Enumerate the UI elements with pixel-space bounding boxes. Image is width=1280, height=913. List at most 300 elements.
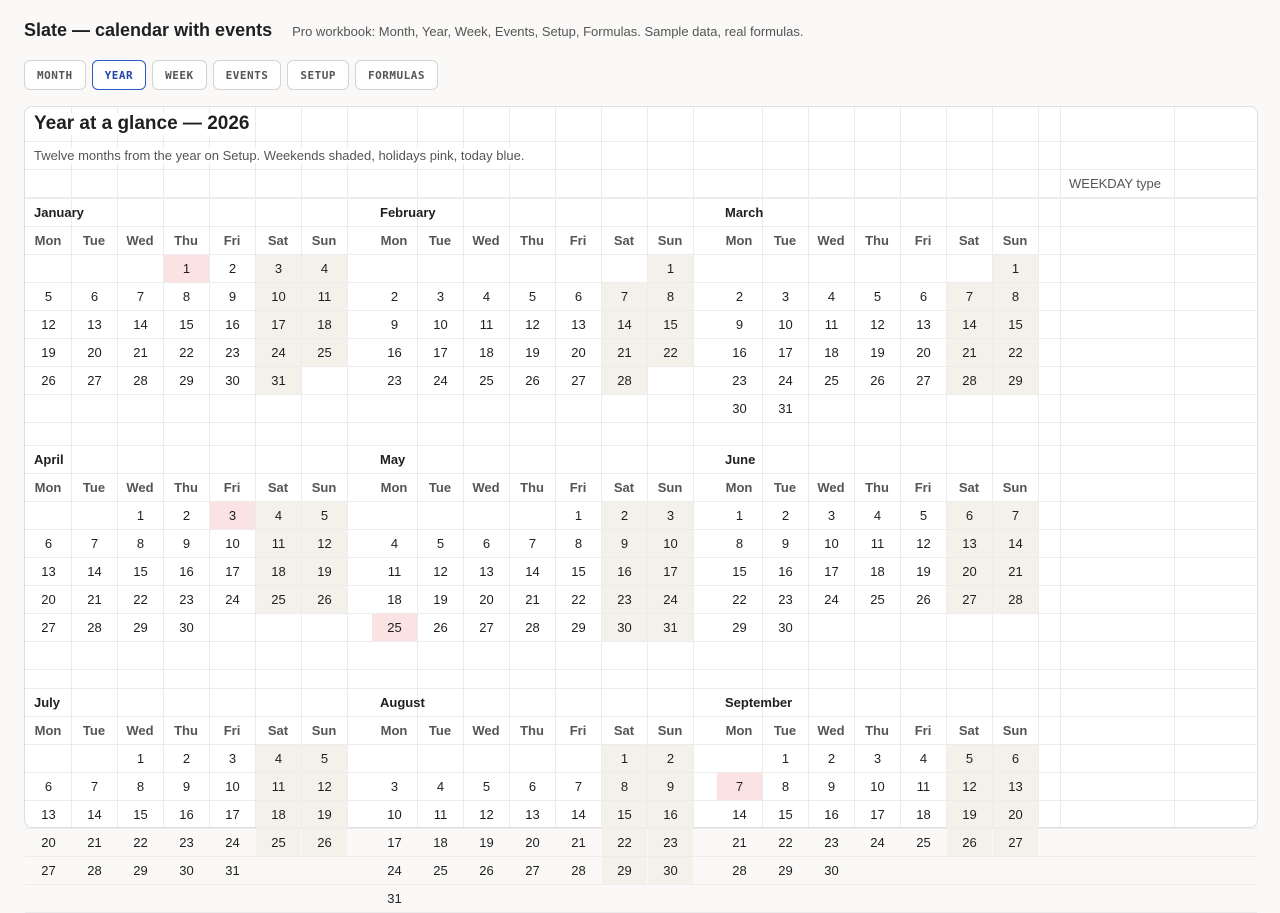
day-cell[interactable]: 16 [179, 564, 194, 579]
day-cell[interactable]: 26 [302, 829, 347, 856]
day-cell[interactable]: 24 [870, 835, 885, 850]
day-cell[interactable]: 21 [732, 835, 747, 850]
day-cell[interactable]: 11 [870, 536, 885, 551]
day-cell[interactable]: 13 [479, 564, 494, 579]
day-cell[interactable]: 25 [479, 373, 494, 388]
day-cell[interactable]: 13 [571, 317, 586, 332]
day-cell[interactable]: 23 [648, 829, 693, 856]
day-cell[interactable]: 17 [824, 564, 839, 579]
day-cell[interactable]: 27 [947, 586, 992, 613]
day-cell[interactable]: 16 [778, 564, 793, 579]
day-cell[interactable]: 11 [824, 317, 839, 332]
day-cell[interactable]: 27 [87, 373, 102, 388]
day-cell[interactable]: 9 [827, 779, 836, 794]
day-cell[interactable]: 6 [947, 502, 992, 529]
weekday-header: Thu [520, 722, 544, 738]
day-cell[interactable]: 12 [41, 317, 56, 332]
day-cell[interactable]: 25 [824, 373, 839, 388]
day-cell[interactable]: 31 [387, 891, 402, 906]
day-cell[interactable]: 31 [256, 367, 301, 394]
day-cell[interactable]: 8 [781, 779, 790, 794]
day-cell[interactable]: 21 [525, 592, 540, 607]
day-cell[interactable]: 14 [602, 311, 647, 338]
day-cell[interactable]: 27 [571, 373, 586, 388]
day-cell[interactable]: 25 [256, 829, 301, 856]
day-cell[interactable]: 2 [182, 508, 191, 523]
day-cell[interactable]: 15 [732, 564, 747, 579]
day-cell[interactable]: 3 [873, 751, 882, 766]
day-cell[interactable]: 4 [302, 255, 347, 282]
day-cell[interactable]: 24 [225, 835, 240, 850]
day-cell[interactable]: 5 [302, 502, 347, 529]
day-cell[interactable]: 8 [136, 536, 145, 551]
day-cell[interactable]: 4 [256, 502, 301, 529]
day-cell[interactable]: 30 [225, 373, 240, 388]
day-cell[interactable]: 16 [179, 807, 194, 822]
day-cell[interactable]: 8 [993, 283, 1038, 310]
day-cell[interactable]: 14 [87, 564, 102, 579]
day-cell[interactable]: 26 [433, 620, 448, 635]
day-cell[interactable]: 12 [302, 773, 347, 800]
day-cell[interactable]: 18 [870, 564, 885, 579]
day-cell[interactable]: 8 [602, 773, 647, 800]
day-cell[interactable]: 27 [479, 620, 494, 635]
day-cell[interactable]: 12 [302, 530, 347, 557]
day-cell[interactable]: 17 [225, 564, 240, 579]
day-cell[interactable]: 13 [916, 317, 931, 332]
grid-column-line [1060, 107, 1061, 827]
day-cell[interactable]: 24 [433, 373, 448, 388]
day-cell[interactable]: 14 [133, 317, 148, 332]
tab-setup[interactable]: SETUP [287, 60, 349, 90]
day-cell[interactable]: 12 [433, 564, 448, 579]
day-cell[interactable]: 24 [225, 592, 240, 607]
day-cell[interactable]: 7 [528, 536, 537, 551]
day-cell[interactable]: 5 [482, 779, 491, 794]
day-cell[interactable]: 10 [648, 530, 693, 557]
grid-column-line [347, 107, 348, 827]
day-cell[interactable]: 25 [433, 863, 448, 878]
day-cell[interactable]: 10 [824, 536, 839, 551]
day-cell[interactable]: 12 [479, 807, 494, 822]
day-cell[interactable]: 15 [602, 801, 647, 828]
day-cell[interactable]: 9 [228, 289, 237, 304]
day-cell[interactable]: 14 [993, 530, 1038, 557]
day-cell[interactable]: 8 [648, 283, 693, 310]
day-cell[interactable]: 14 [571, 807, 586, 822]
day-cell[interactable]: 27 [41, 620, 56, 635]
day-cell[interactable]: 21 [133, 345, 148, 360]
day-cell[interactable]: 26 [479, 863, 494, 878]
day-cell[interactable]: 23 [179, 835, 194, 850]
day-cell[interactable]: 10 [225, 536, 240, 551]
day-cell[interactable]: 28 [947, 367, 992, 394]
day-cell[interactable]: 30 [824, 863, 839, 878]
day-cell[interactable]: 22 [179, 345, 194, 360]
day-cell[interactable]: 19 [525, 345, 540, 360]
day-cell[interactable]: 12 [916, 536, 931, 551]
day-cell[interactable]: 8 [136, 779, 145, 794]
grid-row-line [25, 641, 1257, 642]
day-cell[interactable]: 17 [778, 345, 793, 360]
day-cell[interactable]: 10 [778, 317, 793, 332]
day-cell[interactable]: 1 [602, 745, 647, 772]
day-cell[interactable]: 5 [528, 289, 537, 304]
day-cell[interactable]: 29 [602, 857, 647, 884]
day-cell[interactable]: 5 [873, 289, 882, 304]
day-cell[interactable]: 3 [827, 508, 836, 523]
weekday-header: Fri [914, 722, 932, 738]
day-cell[interactable]: 10 [870, 779, 885, 794]
day-cell[interactable]: 19 [870, 345, 885, 360]
day-cell[interactable]: 4 [919, 751, 928, 766]
day-cell[interactable]: 29 [179, 373, 194, 388]
day-cell[interactable]: 15 [133, 807, 148, 822]
day-cell[interactable]: 22 [648, 339, 693, 366]
day-cell[interactable]: 16 [387, 345, 402, 360]
day-cell[interactable]: 1 [993, 255, 1038, 282]
day-cell[interactable]: 16 [602, 558, 647, 585]
day-cell[interactable]: 30 [179, 620, 194, 635]
day-cell[interactable]: 21 [993, 558, 1038, 585]
day-cell[interactable]: 25 [372, 614, 417, 641]
day-cell[interactable]: 29 [732, 620, 747, 635]
day-cell[interactable]: 15 [133, 564, 148, 579]
day-cell[interactable]: 6 [482, 536, 491, 551]
day-cell[interactable]: 7 [90, 536, 99, 551]
day-cell[interactable]: 27 [525, 863, 540, 878]
day-cell[interactable]: 4 [390, 536, 399, 551]
day-cell[interactable]: 2 [228, 261, 237, 276]
day-cell[interactable]: 5 [947, 745, 992, 772]
day-cell[interactable]: 17 [256, 311, 301, 338]
day-cell[interactable]: 7 [602, 283, 647, 310]
day-cell[interactable]: 21 [602, 339, 647, 366]
day-cell[interactable]: 7 [947, 283, 992, 310]
day-cell[interactable]: 11 [302, 283, 347, 310]
day-cell[interactable]: 13 [525, 807, 540, 822]
day-cell[interactable]: 20 [571, 345, 586, 360]
day-cell[interactable]: 4 [873, 508, 882, 523]
day-cell[interactable]: 2 [781, 508, 790, 523]
day-cell[interactable]: 11 [433, 807, 448, 822]
day-cell[interactable]: 7 [993, 502, 1038, 529]
day-cell[interactable]: 11 [916, 779, 931, 794]
day-cell[interactable]: 11 [256, 530, 301, 557]
day-cell[interactable]: 12 [947, 773, 992, 800]
day-cell[interactable]: 12 [525, 317, 540, 332]
day-cell[interactable]: 31 [648, 614, 693, 641]
day-cell[interactable]: 3 [228, 751, 237, 766]
day-cell[interactable]: 11 [387, 564, 402, 579]
day-cell[interactable]: 16 [824, 807, 839, 822]
day-cell[interactable]: 31 [225, 863, 240, 878]
day-cell[interactable]: 26 [302, 586, 347, 613]
month-name: July [34, 695, 61, 710]
day-cell[interactable]: 17 [387, 835, 402, 850]
day-cell[interactable]: 2 [182, 751, 191, 766]
weekday-header: Tue [428, 232, 452, 248]
day-cell[interactable]: 19 [433, 592, 448, 607]
day-cell[interactable]: 26 [525, 373, 540, 388]
day-cell[interactable]: 3 [256, 255, 301, 282]
day-cell[interactable]: 9 [735, 317, 744, 332]
grid-column-line [693, 107, 694, 827]
month-name: March [725, 205, 764, 220]
day-cell[interactable]: 18 [256, 558, 301, 585]
day-cell[interactable]: 28 [133, 373, 148, 388]
weekday-header: Fri [223, 232, 241, 248]
day-cell[interactable]: 14 [525, 564, 540, 579]
weekday-header: Mon [380, 479, 408, 495]
day-cell[interactable]: 14 [947, 311, 992, 338]
day-cell[interactable]: 8 [735, 536, 744, 551]
day-cell[interactable]: 1 [136, 508, 145, 523]
day-cell[interactable]: 30 [778, 620, 793, 635]
day-cell[interactable]: 16 [732, 345, 747, 360]
day-cell[interactable]: 6 [574, 289, 583, 304]
day-cell[interactable]: 13 [947, 530, 992, 557]
day-cell[interactable]: 2 [827, 751, 836, 766]
day-cell[interactable]: 9 [182, 779, 191, 794]
day-cell[interactable]: 8 [574, 536, 583, 551]
day-cell[interactable]: 19 [302, 558, 347, 585]
day-cell[interactable]: 28 [87, 620, 102, 635]
day-cell[interactable]: 2 [390, 289, 399, 304]
day-cell[interactable]: 17 [433, 345, 448, 360]
day-cell[interactable]: 8 [182, 289, 191, 304]
day-cell[interactable]: 22 [571, 592, 586, 607]
day-cell[interactable]: 16 [225, 317, 240, 332]
day-cell[interactable]: 29 [778, 863, 793, 878]
day-cell[interactable]: 24 [778, 373, 793, 388]
sheet-tabs [24, 60, 438, 90]
day-cell[interactable]: 28 [87, 863, 102, 878]
day-cell[interactable]: 7 [574, 779, 583, 794]
day-cell[interactable]: 18 [256, 801, 301, 828]
day-cell[interactable]: 25 [302, 339, 347, 366]
day-cell[interactable]: 4 [482, 289, 491, 304]
day-cell[interactable]: 22 [133, 592, 148, 607]
day-cell[interactable]: 14 [87, 807, 102, 822]
day-cell[interactable]: 22 [993, 339, 1038, 366]
day-cell[interactable]: 10 [225, 779, 240, 794]
day-cell[interactable]: 6 [528, 779, 537, 794]
day-cell[interactable]: 9 [648, 773, 693, 800]
day-cell[interactable]: 23 [732, 373, 747, 388]
day-cell[interactable]: 10 [256, 283, 301, 310]
day-cell[interactable]: 17 [870, 807, 885, 822]
day-cell[interactable]: 23 [225, 345, 240, 360]
day-cell[interactable]: 29 [133, 620, 148, 635]
day-cell[interactable]: 22 [602, 829, 647, 856]
day-cell[interactable]: 28 [525, 620, 540, 635]
day-cell[interactable]: 6 [44, 536, 53, 551]
day-cell[interactable]: 20 [993, 801, 1038, 828]
day-cell[interactable]: 30 [648, 857, 693, 884]
day-cell[interactable]: 19 [916, 564, 931, 579]
day-cell[interactable]: 21 [571, 835, 586, 850]
day-cell[interactable]: 18 [824, 345, 839, 360]
day-cell[interactable]: 18 [479, 345, 494, 360]
day-cell[interactable]: 2 [735, 289, 744, 304]
day-cell[interactable]: 22 [732, 592, 747, 607]
day-cell[interactable]: 3 [436, 289, 445, 304]
day-cell[interactable]: 26 [41, 373, 56, 388]
day-cell[interactable]: 1 [136, 751, 145, 766]
day-cell[interactable]: 14 [732, 807, 747, 822]
day-cell[interactable]: 28 [993, 586, 1038, 613]
day-cell[interactable]: 5 [302, 745, 347, 772]
day-cell[interactable]: 20 [41, 592, 56, 607]
day-cell[interactable]: 28 [732, 863, 747, 878]
day-cell[interactable]: 9 [182, 536, 191, 551]
day-cell[interactable]: 17 [648, 558, 693, 585]
tab-week[interactable]: WEEK [152, 60, 207, 90]
day-cell[interactable]: 26 [870, 373, 885, 388]
day-cell[interactable]: 4 [827, 289, 836, 304]
day-cell[interactable]: 20 [87, 345, 102, 360]
day-cell[interactable]: 9 [390, 317, 399, 332]
day-cell[interactable]: 23 [179, 592, 194, 607]
day-cell[interactable]: 26 [947, 829, 992, 856]
day-cell[interactable]: 6 [993, 745, 1038, 772]
day-cell[interactable]: 20 [525, 835, 540, 850]
day-cell[interactable]: 20 [947, 558, 992, 585]
day-cell[interactable]: 15 [571, 564, 586, 579]
day-cell[interactable]: 11 [479, 317, 494, 332]
weekday-header: Fri [569, 479, 587, 495]
weekday-header: Tue [773, 722, 797, 738]
day-cell[interactable]: 18 [387, 592, 402, 607]
day-cell[interactable]: 7 [717, 773, 762, 800]
day-cell[interactable]: 23 [602, 586, 647, 613]
day-cell[interactable]: 18 [302, 311, 347, 338]
day-cell[interactable]: 24 [648, 586, 693, 613]
day-cell[interactable]: 21 [947, 339, 992, 366]
day-cell[interactable]: 26 [916, 592, 931, 607]
app-header [24, 20, 803, 41]
day-cell[interactable]: 7 [90, 779, 99, 794]
day-cell[interactable]: 9 [602, 530, 647, 557]
day-cell[interactable]: 29 [993, 367, 1038, 394]
day-cell[interactable]: 2 [602, 502, 647, 529]
day-cell[interactable]: 23 [387, 373, 402, 388]
day-cell[interactable]: 6 [919, 289, 928, 304]
day-cell[interactable]: 18 [433, 835, 448, 850]
day-cell[interactable]: 17 [225, 807, 240, 822]
day-cell[interactable]: 13 [41, 564, 56, 579]
day-cell[interactable]: 15 [778, 807, 793, 822]
grid-row-line [25, 884, 1257, 885]
day-cell[interactable]: 24 [387, 863, 402, 878]
day-cell[interactable]: 21 [87, 835, 102, 850]
grid-column-line [1174, 107, 1175, 827]
tab-year[interactable]: YEAR [92, 60, 147, 90]
weekday-header: Wed [126, 232, 154, 248]
day-cell[interactable]: 6 [90, 289, 99, 304]
day-cell[interactable]: 24 [256, 339, 301, 366]
day-cell[interactable]: 24 [824, 592, 839, 607]
day-cell[interactable]: 5 [919, 508, 928, 523]
day-cell[interactable]: 29 [133, 863, 148, 878]
day-cell[interactable]: 19 [302, 801, 347, 828]
weekday-header: Mon [725, 479, 753, 495]
day-cell[interactable]: 5 [436, 536, 445, 551]
day-cell[interactable]: 15 [993, 311, 1038, 338]
day-cell[interactable]: 4 [436, 779, 445, 794]
day-cell[interactable]: 15 [179, 317, 194, 332]
weekday-header: Thu [174, 232, 198, 248]
day-cell[interactable]: 15 [648, 311, 693, 338]
day-cell[interactable]: 18 [916, 807, 931, 822]
day-cell[interactable]: 3 [648, 502, 693, 529]
day-cell[interactable]: 9 [781, 536, 790, 551]
day-cell[interactable]: 23 [824, 835, 839, 850]
day-cell[interactable]: 1 [164, 255, 209, 282]
day-cell[interactable]: 25 [256, 586, 301, 613]
day-cell[interactable]: 2 [648, 745, 693, 772]
day-cell[interactable]: 4 [256, 745, 301, 772]
day-cell[interactable]: 13 [41, 807, 56, 822]
day-cell[interactable]: 21 [87, 592, 102, 607]
day-cell[interactable]: 10 [387, 807, 402, 822]
day-cell[interactable]: 30 [179, 863, 194, 878]
day-cell[interactable]: 25 [870, 592, 885, 607]
day-cell[interactable]: 22 [133, 835, 148, 850]
day-cell[interactable]: 29 [571, 620, 586, 635]
day-cell[interactable]: 27 [41, 863, 56, 878]
day-cell[interactable]: 20 [479, 592, 494, 607]
day-cell[interactable]: 27 [916, 373, 931, 388]
day-cell[interactable]: 23 [778, 592, 793, 607]
day-cell[interactable]: 20 [916, 345, 931, 360]
day-cell[interactable]: 3 [210, 502, 255, 529]
day-cell[interactable]: 13 [993, 773, 1038, 800]
day-cell[interactable]: 6 [44, 779, 53, 794]
day-cell[interactable]: 11 [256, 773, 301, 800]
day-cell[interactable]: 30 [732, 401, 747, 416]
day-cell[interactable]: 28 [571, 863, 586, 878]
day-cell[interactable]: 30 [602, 614, 647, 641]
day-cell[interactable]: 31 [778, 401, 793, 416]
tab-formulas[interactable]: FORMULAS [355, 60, 438, 90]
day-cell[interactable]: 1 [574, 508, 583, 523]
day-cell[interactable]: 25 [916, 835, 931, 850]
day-cell[interactable]: 1 [648, 255, 693, 282]
day-cell[interactable]: 3 [781, 289, 790, 304]
day-cell[interactable]: 22 [778, 835, 793, 850]
day-cell[interactable]: 1 [781, 751, 790, 766]
day-cell[interactable]: 16 [648, 801, 693, 828]
day-cell[interactable]: 10 [433, 317, 448, 332]
day-cell[interactable]: 1 [735, 508, 744, 523]
day-cell[interactable]: 28 [602, 367, 647, 394]
day-cell[interactable]: 20 [41, 835, 56, 850]
day-cell[interactable]: 19 [947, 801, 992, 828]
day-cell[interactable]: 13 [87, 317, 102, 332]
tab-events[interactable]: EVENTS [213, 60, 282, 90]
day-cell[interactable]: 27 [993, 829, 1038, 856]
day-cell[interactable]: 19 [479, 835, 494, 850]
weekday-header: Sat [267, 232, 289, 248]
tab-month[interactable]: MONTH [24, 60, 86, 90]
day-cell[interactable]: 3 [390, 779, 399, 794]
day-cell[interactable]: 12 [870, 317, 885, 332]
day-cell[interactable]: 19 [41, 345, 56, 360]
day-cell[interactable]: 5 [44, 289, 53, 304]
day-cell[interactable]: 7 [136, 289, 145, 304]
